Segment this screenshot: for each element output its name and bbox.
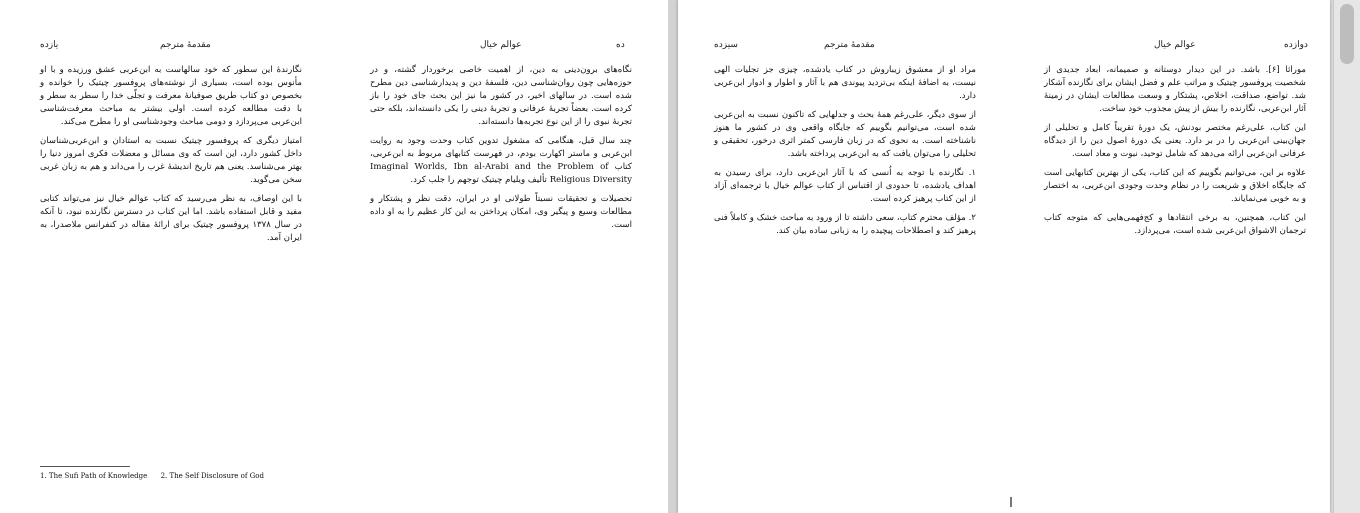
- running-header-right: عوالم خیال: [1154, 40, 1196, 50]
- text-column-right: [1044, 64, 1306, 244]
- page-cursor-mark: [1010, 497, 1012, 507]
- page-spread-right: [678, 0, 1330, 513]
- text-column-left: [40, 64, 302, 251]
- paragraph: چند سال قبل، هنگامی که مشغول تدوین کتاب وحدت وجود به روایت ابن‌عربی و ماستر اکهارت بودم، در فهرست کتابهای مربوط به ابن‌عربی، کتاب Imaginal Worlds, Ibn al-Arabi and the Problem of Religious Diversity تألیف ویلیام چیتیک توجهم را جلب کرد.: [370, 136, 632, 185]
- page-spread-left: [0, 0, 668, 513]
- paragraph: با این اوصاف، به نظر می‌رسید که کتاب عوالم خیال نیز می‌تواند کتابی مفید و قابل استفاده باشد. اما این کتاب در دسترس نگارنده نبود، تا آنکه در سال ۱۳۷۸ پروفسور چیتیک برای ارائهٔ مقاله در کنفرانس ملاصدرا، به ایران آمد.: [40, 194, 302, 243]
- footnote-1: 1. The Sufi Path of Knowledge: [40, 472, 148, 480]
- footnote-rule: [40, 466, 130, 467]
- text-column-left: [714, 64, 976, 244]
- page-number-right: دوازده: [1284, 40, 1308, 50]
- page-number-left: یازده: [40, 40, 59, 50]
- paragraph: نگاه‌های برون‌دینی به دین، از اهمیت خاصی برخوردار گشته، و در حوزه‌هایی چون روان‌شناسی دین، فلسفهٔ دین و پدیدارشناسی دین مطرح شده است. در سالهای اخیر، در کشور ما نیز این بحث جای خود را باز کرده است. بعضاً تجربهٔ عرفانی و تجربهٔ دینی را یکی دانسته‌اند، بلکه حتی تجربهٔ نبوی را از این نوع تجربه‌ها دانسته‌اند.: [370, 65, 632, 127]
- running-header-left: مقدمهٔ مترجم: [160, 40, 211, 50]
- paragraph: این کتاب، علی‌رغم مختصر بودنش، یک دورهٔ تقریباً کامل و تحلیلی از جهان‌بینی ابن‌عربی را در بر دارد. یعنی یک دورهٔ اصول دین را از دیدگاه عرفانی ابن‌عربی ارائه می‌دهد که شامل توحید، نبوت و معاد است.: [1044, 123, 1306, 159]
- scrollbar-thumb[interactable]: [1340, 4, 1354, 64]
- paragraph: نگارندهٔ این سطور که خود سالهاست به ابن‌عربی عشق ورزیده و با او مأنوس بوده است، بسیاری از نوشته‌های پروفسور چیتیک را خوانده و بخصوص دو کتاب طریق صوفیانهٔ معرفت و تجلّی خدا را سطر به سطر و با دقت مطالعه کرده است. اولی بیشتر به مباحث معرفت‌شناسی ابن‌عربی می‌پردازد و دومی مباحث وجودشناسی او را مطرح می‌کند.: [40, 65, 302, 127]
- paragraph: ۲. مؤلف محترم کتاب، سعی داشته تا از ورود به مباحث خشک و کاملاً فنی پرهیز کند و اصطلاحات پیچیده را به زبانی ساده بیان کند.: [714, 213, 976, 236]
- running-header-right: عوالم خیال: [480, 40, 522, 50]
- paragraph: موراثا [۶]. باشد. در این دیدار دوستانه و صمیمانه، ابعاد جدیدی از شخصیت پروفسور چیتیک و مراتب علم و فضل ایشان برای نگارنده آشکار شد. تواضع، صداقت، اخلاص، پشتکار و وسعت مطالعات ایشان در زمینهٔ آثار ابن‌عربی، نگارنده را بیش از پیش مجذوب خود ساخت.: [1044, 65, 1306, 114]
- page-number-left: سیزده: [714, 40, 738, 50]
- paragraph: تحصیلات و تحقیقات نسبتاً طولانی او در ایران، دقت نظر و پشتکار و مطالعات وسیع و پیگیر وی، امکان پرداختن به این کار عظیم را به او داده است.: [370, 194, 632, 230]
- page-number-right: ده: [616, 40, 625, 50]
- text-column-right: [370, 64, 632, 238]
- footnotes: [40, 472, 264, 480]
- paragraph: از سوی دیگر، علی‌رغم همهٔ بحث و جدلهایی که تاکنون نسبت به ابن‌عربی شده است، می‌توانیم بگوییم که جایگاه واقعی وی در کشور ما هنوز ناشناخته است. به نحوی که در زبان فارسی کمتر اثری درخور، تحقیقی و تحلیلی را می‌توان یافت که به ابن‌عربی پرداخته باشد.: [714, 110, 976, 159]
- running-header-left: مقدمهٔ مترجم: [824, 40, 875, 50]
- paragraph: این کتاب، همچنین، به برخی انتقادها و کج‌فهمی‌هایی که متوجه کتاب ترجمان الاشواق ابن‌عربی شده است، می‌پردازد.: [1044, 213, 1306, 236]
- paragraph: ۱. نگارنده با توجه به اُنسی که با آثار ابن‌عربی دارد، برای رسیدن به اهداف یادشده، تا حدودی از اقتباس از کتاب عوالم خیال با ترجمه‌ای آزاد از این کتاب پرهیز کرده است.: [714, 168, 976, 204]
- paragraph: امتیاز دیگری که پروفسور چیتیک نسبت به استادان و ابن‌عربی‌شناسان داخل کشور دارد، این است که وی مسائل و معضلات فکری امروز دنیا را بهتر می‌شناسد. یعنی هم تاریخ اندیشهٔ غرب را می‌داند و هم به زبان غربی سخن می‌گوید.: [40, 136, 302, 185]
- paragraph: مراد او از معشوق زیباروش در کتاب یادشده، چیزی جز تجلیات الهی نیست، به اضافهٔ اینکه بی‌تردید پیوندی هم با آثار و اطوار و ادوار ابن‌عربی دارد.: [714, 65, 976, 101]
- paragraph: علاوه بر این، می‌توانیم بگوییم که این کتاب، یکی از بهترین کتابهایی است که جایگاه اخلاق و شریعت را در نظام وحدت وجودی ابن‌عربی، به اختصار و به خوبی می‌نمایاند.: [1044, 168, 1306, 204]
- footnote-2: 2. The Self Disclosure of God: [160, 472, 264, 480]
- vertical-scrollbar[interactable]: [1333, 0, 1360, 513]
- page-gap: [668, 0, 678, 513]
